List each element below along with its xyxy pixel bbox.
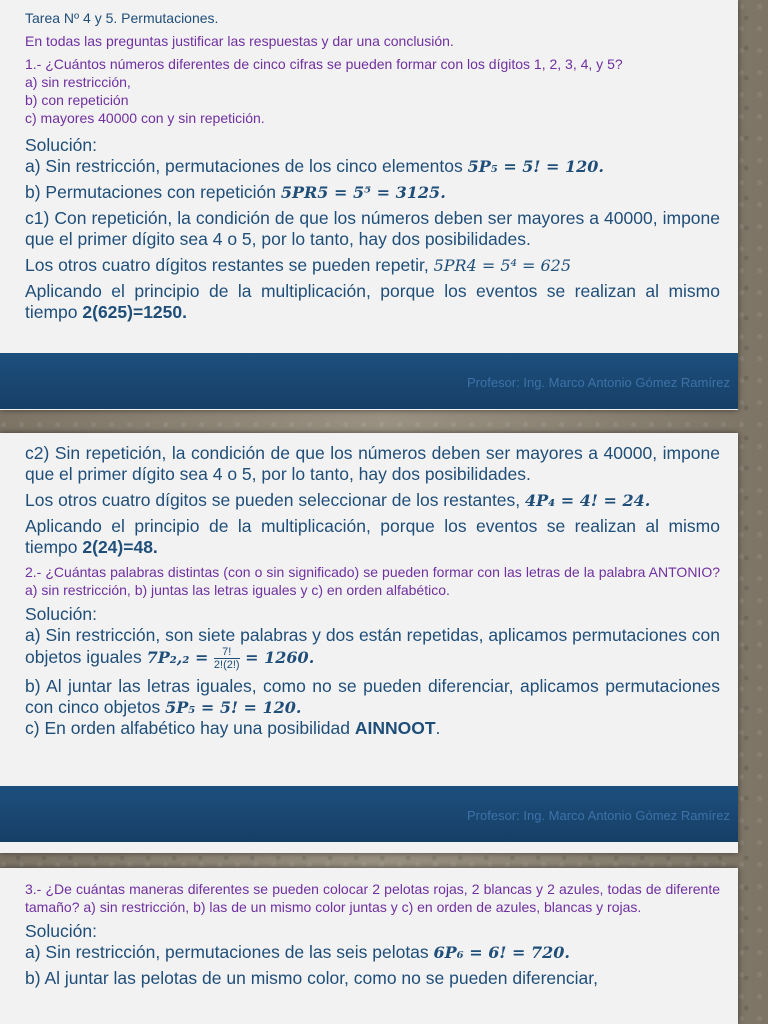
solution-2a: [25, 625, 720, 671]
solution-c1: c1) Con repetición, la condición de que los números deben ser mayores a 40000, impone que el primer dígito sea 4 o 5, por lo tanto, hay dos posibilidades.: [25, 208, 720, 249]
solution-a-math: 5P₅ = 5! = 120.: [467, 157, 604, 176]
question-1: 1.- ¿Cuántos números diferentes de cinco cifras se pueden formar con los dígitos 1, 2, 3, 4, y 5?: [25, 56, 623, 72]
remaining-digits-text: Los otros cuatro dígitos se pueden seleccionar de los restantes,: [25, 490, 526, 510]
fraction: [214, 646, 240, 671]
solution-3a: [25, 942, 720, 963]
others-digits-math: 5PR4 = 5⁴ = 625: [433, 256, 572, 275]
multiplication-text-2: Aplicando el principio de la multiplicación, porque los eventos se realizan al mismo tiempo: [25, 516, 720, 557]
slide-3-content: [25, 880, 720, 989]
question-1-b: b) con repetición: [25, 92, 129, 108]
solution-heading-3: Solución:: [25, 921, 97, 941]
multiplication-result: 2(625)=1250.: [82, 302, 187, 322]
slide-1-content: [25, 9, 720, 323]
fraction-denominator: 2!(2!): [213, 659, 240, 671]
solution-b-math: 5PR5 = 5⁵ = 3125.: [280, 183, 446, 202]
professor-credit: Profesor: Ing. Marco Antonio Gómez Ramírez: [467, 375, 730, 390]
question-3: 3.- ¿De cuántas maneras diferentes se pueden colocar 2 pelotas rojas, 2 blancas y 2 azules, todas de diferente tamaño? a) sin restricción, b) las de un mismo color juntas y c) en orden de azules, blancas y rojas.: [25, 881, 720, 915]
slide-2-footer: [0, 786, 738, 842]
multiplication-principle-2: [25, 516, 720, 558]
slide-2-content: [25, 443, 720, 739]
assignment-title: Tarea Nº 4 y 5. Permutaciones.: [25, 10, 219, 26]
solution-2a-math-pre: 7P₂,₂ =: [146, 648, 214, 668]
slide-1-footer: [0, 353, 738, 409]
slide-1: [0, 0, 738, 410]
solution-heading-2: Solución:: [25, 604, 97, 624]
fraction-numerator: 7!: [214, 646, 240, 659]
solution-heading: Solución:: [25, 135, 97, 155]
solution-c2: c2) Sin repetición, la condición de que los números deben ser mayores a 40000, impone que el primer dígito sea 4 o 5, por lo tanto, hay dos posibilidades.: [25, 443, 720, 484]
solution-2b: [25, 676, 720, 718]
multiplication-principle: [25, 281, 720, 323]
multiplication-result-2: 2(24)=48.: [82, 537, 158, 557]
multiplication-text: Aplicando el principio de la multiplicación, porque los eventos se realizan al mismo tiempo: [25, 281, 720, 322]
solution-2b-text: b) Al juntar las letras iguales, como no se pueden diferenciar, aplicamos permutaciones con cinco objetos: [25, 676, 720, 717]
question-1-c: c) mayores 40000 con y sin repetición.: [25, 110, 265, 126]
slide-3: [0, 868, 738, 1024]
solution-3a-math: 6P₆ = 6! = 720.: [433, 943, 570, 962]
solution-b-text: b) Permutaciones con repetición: [25, 182, 281, 202]
slide-2: [0, 433, 738, 853]
solution-2a-math-post: = 1260.: [239, 648, 315, 668]
solution-3b: b) Al juntar las pelotas de un mismo color, como no se pueden diferenciar,: [25, 968, 598, 988]
question-1-a: a) sin restricción,: [25, 74, 131, 90]
professor-credit-2: Profesor: Ing. Marco Antonio Gómez Ramírez: [467, 808, 730, 823]
remaining-digits: [25, 490, 720, 511]
instruction-text: En todas las preguntas justificar las respuestas y dar una conclusión.: [25, 33, 454, 49]
remaining-digits-math: 4P₄ = 4! = 24.: [525, 491, 651, 510]
question-2: 2.- ¿Cuántas palabras distintas (con o sin significado) se pueden formar con las letras de la palabra ANTONIO? a) sin restricción, b) juntas las letras iguales y c) en orden alfabético.: [25, 564, 720, 598]
solution-2c-word: AINNOOT: [354, 718, 436, 738]
others-digits-text: Los otros cuatro dígitos restantes se pueden repetir,: [25, 255, 434, 275]
solution-2c: [25, 718, 720, 739]
solution-2c-text: c) En orden alfabético hay una posibilidad: [25, 718, 355, 738]
solution-2b-math: 5P₅ = 5! = 120.: [165, 698, 302, 717]
others-digits: [25, 255, 720, 276]
solution-a-text: a) Sin restricción, permutaciones de los cinco elementos: [25, 156, 468, 176]
solution-2c-end: .: [435, 718, 441, 738]
solution-b: [25, 182, 720, 203]
solution-2a-text: a) Sin restricción, son siete palabras y dos están repetidas, aplicamos permutaciones con objetos iguales: [25, 625, 720, 668]
solution-3a-text: a) Sin restricción, permutaciones de las seis pelotas: [25, 942, 434, 962]
solution-a: [25, 156, 720, 177]
